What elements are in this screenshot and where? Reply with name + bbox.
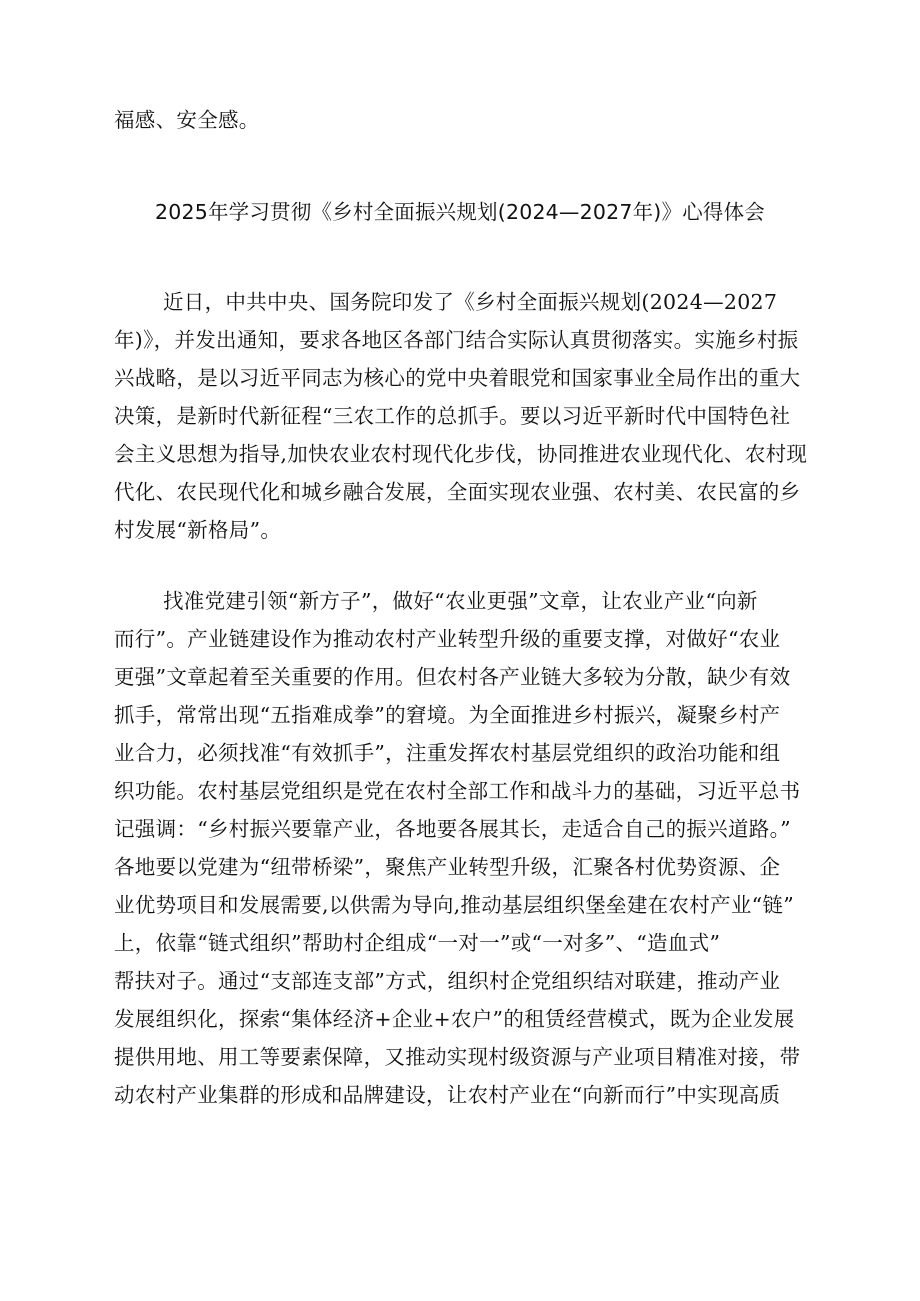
paragraph-2-line: 记强调：“乡村振兴要靠产业，各地要各展其长，走适合自己的振兴道路。” [114, 817, 791, 841]
paragraph-1-line: 兴战略，是以习近平同志为核心的党中央着眼党和国家事业全局作出的重大 [114, 366, 801, 390]
document-title: 2025年学习贯彻《乡村全面振兴规划(2024—2027年)》心得体会 [154, 200, 765, 224]
paragraph-2-line: 更强”文章起着至关重要的作用。但农村各产业链大多较为分散，缺少有效 [114, 665, 791, 689]
previous-paragraph-fragment: 福感、安全感。 [114, 108, 260, 132]
paragraph-2-line: 找准党建引领“新方子”，做好“农业更强”文章，让农业产业“向新 [163, 589, 758, 613]
paragraph-1-line: 村发展“新格局”。 [114, 518, 282, 542]
paragraph-2-line: 业合力，必须找准“有效抓手”，注重发挥农村基层党组织的政治功能和组 [114, 741, 781, 765]
paragraph-2-line: 帮扶对子。通过“支部连支部”方式，组织村企党组织结对联建，推动产业 [114, 969, 781, 993]
paragraph-2-line: 动农村产业集群的形成和品牌建设，让农村产业在“向新而行”中实现高质 [114, 1083, 781, 1107]
paragraph-1-line: 决策，是新时代新征程“三农工作的总抓手。要以习近平新时代中国特色社 [114, 404, 791, 428]
paragraph-2-line: 各地要以党建为“纽带桥梁”，聚焦产业转型升级，汇聚各村优势资源、企 [114, 855, 781, 879]
paragraph-2-line: 提供用地、用工等要素保障，又推动实现村级资源与产业项目精准对接，带 [114, 1045, 801, 1069]
paragraph-1-line: 近日，中共中央、国务院印发了《乡村全面振兴规划(2024—2027 [163, 290, 778, 314]
paragraph-2-line: 织功能。农村基层党组织是党在农村全部工作和战斗力的基础，习近平总书 [114, 779, 801, 803]
paragraph-1-line: 年)》，并发出通知，要求各地区各部门结合实际认真贯彻落实。实施乡村振 [114, 328, 799, 352]
paragraph-2-line: 抓手，常常出现“五指难成拳”的窘境。为全面推进乡村振兴，凝聚乡村产 [114, 703, 781, 727]
paragraph-1-line: 会主义思想为指导,加快农业农村现代化步伐，协同推进农业现代化、农村现 [114, 442, 808, 466]
paragraph-1-line: 代化、农民现代化和城乡融合发展，全面实现农业强、农村美、农民富的乡 [114, 480, 801, 504]
paragraph-2-line: 发展组织化，探索“集体经济+企业+农户”的租赁经营模式，既为企业发展 [114, 1007, 795, 1031]
paragraph-2-line: 业优势项目和发展需要,以供需为导向,推动基层组织堡垒建在农村产业“链” [114, 893, 794, 917]
paragraph-2-line: 上，依靠“链式组织”帮助村企组成“一对一”或“一对多”、“造血式” [114, 931, 721, 955]
paragraph-2-line: 而行”。产业链建设作为推动农村产业转型升级的重要支撑，对做好“农业 [114, 627, 781, 651]
